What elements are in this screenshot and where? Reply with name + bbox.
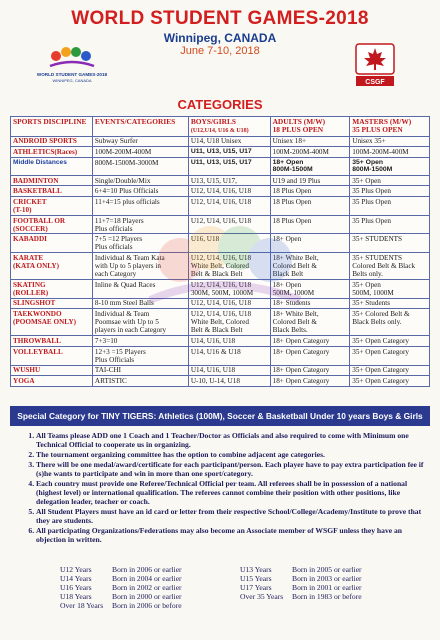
csgf-logo-icon [354,42,396,88]
age-row [58,574,418,583]
table-row [11,346,430,365]
adults-cell: 18+ Open Category [270,365,350,376]
sport-cell: TAEKWONDO (POOMSAE ONLY) [11,309,93,336]
sport-cell: YOGA [11,376,93,387]
masters-cell: 100M-200M-400M [350,147,430,158]
age-label: U18 Years [60,592,92,602]
masters-cell: 35+ Open Category [350,346,430,365]
note-item: 4. Each country must provide one Referee/Technical Official per team. All referees shall be in possession of a national (highest level) or international qualification. The referees cannot combine their position with other positions, like delegation leader, teacher or coach. [36,480,424,507]
logo-left-text-2: WINNIPEG, CANADA [52,78,92,83]
masters-cell: 35+ STUDENTS Colored Belt & Black Belts only. [350,253,430,280]
age-table [58,565,418,611]
header-sport: SPORTS DISCIPLINE [11,117,93,137]
events-cell: 100M-200M-400M [92,147,188,158]
header-adults: ADULTS (M/W) 18 PLUS OPEN [270,117,350,137]
special-category-banner: Special Category for TINY TIGERS: Athletics (100M), Soccer & Basketball Under 10 years Boys & Girls [10,406,430,426]
adults-cell: 18+ White Belt, Colored Belt & Black Belt [270,253,350,280]
logo-right-text: CSGF [365,79,385,86]
adults-cell: 18 Plus Open [270,197,350,216]
categories-title: CATEGORIES [177,97,263,112]
header [0,4,440,84]
adults-cell: Unisex 18+ [270,136,350,147]
sport-cell: BADMINTON [11,175,93,186]
masters-cell: Unisex 35+ [350,136,430,147]
masters-cell: 35+ Colored Belt & Black Belts only. [350,309,430,336]
table-row [11,298,430,309]
age-row [58,601,418,610]
events-cell: Subway Surfer [92,136,188,147]
dates-label: June 7-10, 2018 [180,45,260,57]
boys-girls-cell: U14, U18 Unisex [188,136,270,147]
note-item: 6. All participating Organizations/Federations may also become an Associate member of WSGF unless they have an objection in written. [36,527,424,545]
sport-cell: FOOTBALL OR (SOCCER) [11,215,93,234]
table-row [11,309,430,336]
boys-girls-cell: U12, U14, U16, U18 300M, 500M, 1000M [188,279,270,298]
table-row [11,186,430,197]
adults-cell: 18 Plus Open [270,186,350,197]
age-label: U16 Years [60,583,92,593]
table-row [11,157,430,175]
masters-cell: 35+ Open 800M-1500M [350,157,430,175]
adults-cell: 18+ Open Category [270,336,350,347]
events-cell: 11+7=18 Players Plus officials [92,215,188,234]
age-value: Born in 2005 or earlier [292,565,362,574]
adults-cell: U19 and 19 Plus [270,175,350,186]
age-value: Born in 1983 or before [292,592,362,602]
age-table-section [58,565,418,611]
age-label: U17 Years [240,583,272,593]
age-value: Born in 2000 or earlier [112,592,182,602]
table-row [11,147,430,158]
page-title: WORLD STUDENT GAMES-2018 [71,8,369,29]
events-cell: 7+3=10 [92,336,188,347]
note-item: 1. All Teams please ADD one 1 Coach and 1 Teacher/Doctor as Officials and also required to come with Minimum one Technical Official to cooperate us in organizing. [36,432,424,450]
table-row [11,279,430,298]
adults-cell: 18+ Students [270,298,350,309]
sport-cell: SLINGSHOT [11,298,93,309]
adults-cell: 18+ Open Category [270,346,350,365]
boys-girls-cell: U11, U13, U15, U17 [188,157,270,175]
masters-cell: 35+ Open Category [350,336,430,347]
age-label: U15 Years [240,574,272,584]
boys-girls-cell: U13, U15, U17, [188,175,270,186]
sport-cell: ANDROID SPORTS [11,136,93,147]
notes-list [20,432,424,545]
age-row [58,592,418,601]
age-value: Born in 2001 or earlier [292,583,362,593]
events-cell: 7+5 =12 Players Plus officials [92,234,188,253]
events-cell: 12+3 =15 Players Plus Officials [92,346,188,365]
boys-girls-cell: U12, U14, U16, U18 [188,298,270,309]
boys-girls-cell: U16, U18 [188,234,270,253]
age-label [238,601,290,610]
events-cell: 6+4=10 Plus Officials [92,186,188,197]
sport-cell: CRICKET (T-10) [11,197,93,216]
boys-girls-cell: U14, U16, U18 [188,365,270,376]
table-row [11,234,430,253]
notes-section [20,432,424,547]
table-row [11,376,430,387]
table-row [11,215,430,234]
masters-cell: 35+ Open Category [350,365,430,376]
masters-cell: 35 Plus Open [350,215,430,234]
table-row [11,136,430,147]
table-row [11,253,430,280]
events-cell: 800M-1500M-3000M [92,157,188,175]
age-value: Born in 2006 or earlier [112,565,182,574]
age-label: Over 18 Years [60,601,104,611]
logo-left-text-1: WORLD STUDENT GAMES-2018 [36,72,108,77]
age-label: Over 35 Years [240,592,284,602]
age-value: Born in 2002 or earlier [112,583,182,593]
age-value: Born in 2006 or before [112,601,182,611]
boys-girls-cell: U-10, U-14, U18 [188,376,270,387]
header-events: EVENTS/CATEGORIES [92,117,188,137]
events-cell: ARTISTIC [92,376,188,387]
adults-cell: 18+ Open Category [270,376,350,387]
boys-girls-cell: U12, U14, U16, U18 White Belt, Colored Belt & Black Belt [188,253,270,280]
masters-cell: 35+ STUDENTS [350,234,430,253]
boys-girls-cell: U11, U13, U15, U17 [188,147,270,158]
age-label: U14 Years [60,574,92,584]
masters-cell: 35+ Students [350,298,430,309]
note-item: 2. The tournament organizing committee has the option to combine adjacent age categories. [36,451,424,460]
masters-cell: 35 Plus Open [350,197,430,216]
note-item: 5. All Student Players must have an id card or letter from their respective School/College/Academy/Institute to prove that they are students. [36,508,424,526]
masters-cell: 35+ Open [350,175,430,186]
header-boys-girls: BOYS/GIRLS (U12,U14, U16 & U18) [188,117,270,137]
boys-girls-cell: U12, U14, U16, U18 [188,197,270,216]
masters-cell: 35+ Open Category [350,376,430,387]
table-row [11,336,430,347]
boys-girls-cell: U12, U14, U16, U18 [188,215,270,234]
sport-cell: ATHLETICS(Races) [11,147,93,158]
age-label: U13 Years [240,565,272,574]
adults-cell: 18+ Open 500M, 1000M [270,279,350,298]
sport-cell: VOLLEYBALL [11,346,93,365]
sport-cell: THROWBALL [11,336,93,347]
boys-girls-cell: U14, U16, U18 [188,336,270,347]
header-masters: MASTERS (M/W) 35 PLUS OPEN [350,117,430,137]
categories-table [10,116,430,387]
sport-cell: SKATING (ROLLER) [11,279,93,298]
events-cell: Inline & Quad Races [92,279,188,298]
adults-cell: 18+ White Belt, Colored Belt & Black Belts. [270,309,350,336]
events-cell: 8-10 mm Steel Balls [92,298,188,309]
table-row [11,175,430,186]
adults-cell: 18+ Open [270,234,350,253]
sport-cell: KABADDI [11,234,93,253]
events-cell: Individual & Team Kata with Up to 5 players in each Category [92,253,188,280]
age-row [58,565,418,574]
adults-cell: 100M-200M-400M [270,147,350,158]
events-cell: Single/Double/Mix [92,175,188,186]
boys-girls-cell: U12, U14, U16, U18 White Belt, Colored Belt & Black Belt [188,309,270,336]
adults-cell: 18 Plus Open [270,215,350,234]
sport-cell: WUSHU [11,365,93,376]
note-item: 3. There will be one medal/award/certificate for each participant/person. Each player have to pay extra participation fee if (s)he wants to participate and win in more than one sport/category. [36,461,424,479]
age-value: Born in 2003 or earlier [292,574,362,584]
sport-cell: Middle Distances [11,157,93,175]
table-row [11,365,430,376]
events-cell: Individual & Team Poomsae with Up to 5 players in each Category [92,309,188,336]
age-value: Born in 2004 or earlier [112,574,182,584]
events-cell: 11+4=15 plus officials [92,197,188,216]
sport-cell: BASKETBALL [11,186,93,197]
boys-girls-cell: U12, U14, U16, U18 [188,186,270,197]
age-value [290,601,418,610]
boys-girls-cell: U14, U16 & U18 [188,346,270,365]
table-header-row [11,117,430,137]
table-body [11,136,430,386]
masters-cell: 35+ Open 500M, 1000M [350,279,430,298]
games-logo-icon [36,38,108,86]
table-row [11,197,430,216]
age-label: U12 Years [60,565,92,574]
sport-cell: KARATE (KATA ONLY) [11,253,93,280]
masters-cell: 35 Plus Open [350,186,430,197]
adults-cell: 18+ Open 800M-1500M [270,157,350,175]
city-label: Winnipeg, CANADA [163,31,277,45]
age-row [58,583,418,592]
events-cell: TAI-CHI [92,365,188,376]
